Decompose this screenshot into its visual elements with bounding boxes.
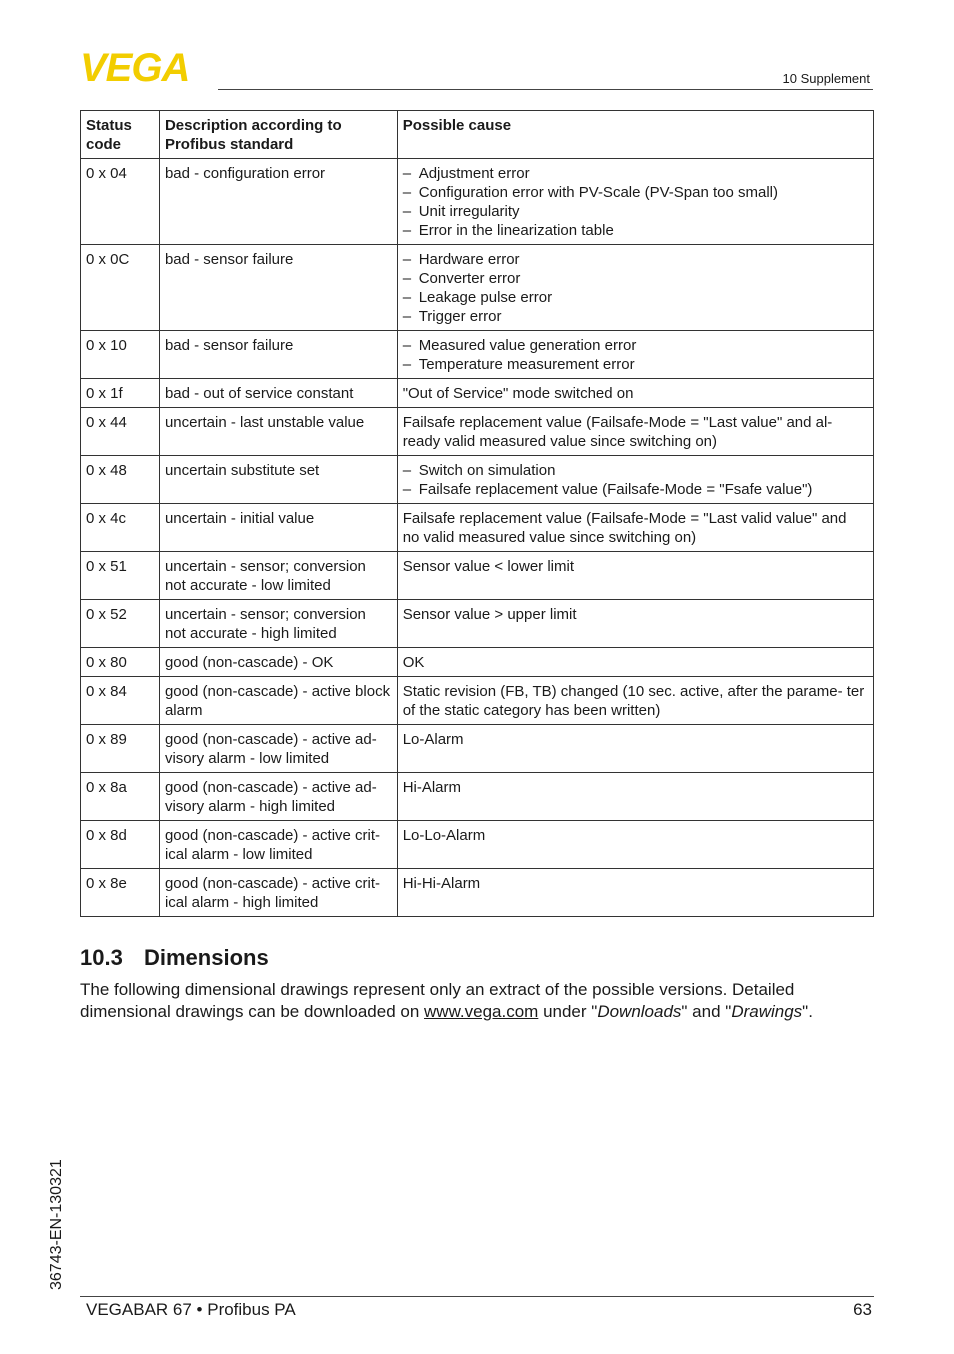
cause-text: OK <box>402 654 425 671</box>
cause-text: Failsafe replacement value (Failsafe-Mode = "Last value" and al- ready valid measured value since switching on) <box>402 414 833 450</box>
cause-item <box>403 461 867 480</box>
description-cell: good (non-cascade) - active block alarm <box>159 677 397 725</box>
table-row <box>81 331 874 379</box>
status-code-table <box>80 110 874 917</box>
dash-bullet: – <box>402 270 412 287</box>
status-code-cell: 0 x 84 <box>81 677 160 725</box>
footer-divider <box>80 1296 874 1297</box>
description-cell: uncertain - sensor; conversion not accurate - low limited <box>159 552 397 600</box>
possible-cause-cell <box>397 379 873 408</box>
cause-item <box>403 605 867 624</box>
cause-text: Switch on simulation <box>418 462 556 479</box>
cause-item <box>403 730 867 749</box>
description-cell: good (non-cascade) - active ad- visory alarm - low limited <box>159 725 397 773</box>
cause-item <box>403 183 867 202</box>
header-description: Description according to Profibus standard <box>159 111 397 159</box>
cause-item <box>403 384 867 403</box>
document-id: 36743-EN-130321 <box>48 1159 65 1290</box>
cause-text: Hardware error <box>418 251 520 268</box>
cause-item <box>403 778 867 797</box>
cause-text: Measured value generation error <box>418 337 637 354</box>
dash-bullet: – <box>402 165 412 182</box>
possible-cause-cell <box>397 331 873 379</box>
description-cell: bad - sensor failure <box>159 245 397 331</box>
cause-text: Static revision (FB, TB) changed (10 sec. active, after the parame- ter of the static category has been written) <box>402 683 865 719</box>
section-intro <box>80 979 874 1023</box>
footer-product: VEGABAR 67 • Profibus PA <box>86 1300 296 1319</box>
dash-bullet: – <box>402 203 412 220</box>
cause-item <box>403 221 867 240</box>
cause-text: Lo-Alarm <box>402 731 464 748</box>
description-cell: uncertain - initial value <box>159 504 397 552</box>
status-code-cell: 0 x 8e <box>81 869 160 917</box>
status-code-cell: 0 x 52 <box>81 600 160 648</box>
table-row <box>81 600 874 648</box>
cause-item <box>403 164 867 183</box>
cause-text: Failsafe replacement value (Failsafe-Mode = "Last valid value" and no valid measured value since switching on) <box>402 510 847 546</box>
cause-text: Hi-Alarm <box>402 779 462 796</box>
drawings-emphasis: Drawings <box>731 1002 803 1021</box>
intro-text-1: The following dimensional drawings represent only an extract of the possible versions. Detailed dimensional drawings can be downloaded on <box>80 980 795 1021</box>
possible-cause-cell <box>397 159 873 245</box>
cause-text: Sensor value < lower limit <box>402 558 575 575</box>
table-row <box>81 552 874 600</box>
header-possible-cause: Possible cause <box>397 111 873 159</box>
table-row <box>81 773 874 821</box>
table-row <box>81 821 874 869</box>
intro-text-2: under " <box>538 1002 598 1021</box>
vega-logo <box>80 50 212 84</box>
status-code-cell: 0 x 89 <box>81 725 160 773</box>
description-cell: good (non-cascade) - active ad- visory alarm - high limited <box>159 773 397 821</box>
status-code-cell: 0 x 04 <box>81 159 160 245</box>
dash-bullet: – <box>402 308 412 325</box>
description-cell: uncertain substitute set <box>159 456 397 504</box>
dash-bullet: – <box>402 222 412 239</box>
status-code-cell: 0 x 0C <box>81 245 160 331</box>
status-code-cell: 0 x 1f <box>81 379 160 408</box>
cause-item <box>403 202 867 221</box>
section-title: Dimensions <box>144 945 269 970</box>
intro-text-3: " and " <box>681 1002 732 1021</box>
possible-cause-cell <box>397 677 873 725</box>
dash-bullet: – <box>402 184 412 201</box>
cause-text: Configuration error with PV-Scale (PV-Span too small) <box>418 184 779 201</box>
possible-cause-cell <box>397 456 873 504</box>
description-cell: uncertain - sensor; conversion not accurate - high limited <box>159 600 397 648</box>
cause-item <box>403 307 867 326</box>
vega-website-link[interactable]: www.vega.com <box>424 1002 539 1021</box>
table-row <box>81 677 874 725</box>
table-row <box>81 408 874 456</box>
logo-text: VEGA <box>80 50 190 84</box>
cause-item <box>403 480 867 499</box>
section-label: 10 Supplement <box>782 71 870 86</box>
table-row <box>81 504 874 552</box>
cause-text: Hi-Hi-Alarm <box>402 875 481 892</box>
cause-text: Error in the linearization table <box>418 222 614 239</box>
cause-text: Trigger error <box>418 308 502 325</box>
table-row <box>81 456 874 504</box>
possible-cause-cell <box>397 600 873 648</box>
cause-text: Temperature measurement error <box>418 356 635 373</box>
possible-cause-cell <box>397 725 873 773</box>
possible-cause-cell <box>397 552 873 600</box>
cause-text: Unit irregularity <box>418 203 520 220</box>
status-code-cell: 0 x 10 <box>81 331 160 379</box>
possible-cause-cell <box>397 648 873 677</box>
description-cell: bad - configuration error <box>159 159 397 245</box>
section-number: 10.3 <box>80 945 123 970</box>
header-divider <box>218 89 873 90</box>
possible-cause-cell <box>397 821 873 869</box>
header-status-code: Status code <box>81 111 160 159</box>
possible-cause-cell <box>397 504 873 552</box>
description-cell: bad - sensor failure <box>159 331 397 379</box>
table-header-row <box>81 111 874 159</box>
status-code-cell: 0 x 4c <box>81 504 160 552</box>
cause-item <box>403 682 867 720</box>
cause-item <box>403 509 867 547</box>
table-row <box>81 725 874 773</box>
status-code-cell: 0 x 8a <box>81 773 160 821</box>
dash-bullet: – <box>402 356 412 373</box>
section-heading <box>80 945 269 971</box>
downloads-emphasis: Downloads <box>597 1002 682 1021</box>
status-code-cell: 0 x 48 <box>81 456 160 504</box>
dash-bullet: – <box>402 337 412 354</box>
cause-item <box>403 355 867 374</box>
cause-item <box>403 288 867 307</box>
cause-text: Converter error <box>418 270 521 287</box>
description-cell: bad - out of service constant <box>159 379 397 408</box>
table-row <box>81 159 874 245</box>
cause-item <box>403 269 867 288</box>
description-cell: good (non-cascade) - OK <box>159 648 397 677</box>
dash-bullet: – <box>402 481 412 498</box>
cause-text: Sensor value > upper limit <box>402 606 577 623</box>
cause-item <box>403 653 867 672</box>
cause-item <box>403 413 867 451</box>
cause-item <box>403 250 867 269</box>
cause-item <box>403 336 867 355</box>
table-row <box>81 648 874 677</box>
cause-item <box>403 826 867 845</box>
possible-cause-cell <box>397 408 873 456</box>
intro-text-4: ". <box>802 1002 813 1021</box>
table-row <box>81 379 874 408</box>
dash-bullet: – <box>402 251 412 268</box>
possible-cause-cell <box>397 869 873 917</box>
description-cell: uncertain - last unstable value <box>159 408 397 456</box>
description-cell: good (non-cascade) - active crit- ical alarm - low limited <box>159 821 397 869</box>
page-number: 63 <box>853 1300 872 1319</box>
cause-text: Adjustment error <box>418 165 530 182</box>
cause-text: "Out of Service" mode switched on <box>402 385 634 402</box>
table-body <box>81 159 874 917</box>
table-row <box>81 245 874 331</box>
possible-cause-cell <box>397 773 873 821</box>
status-code-cell: 0 x 80 <box>81 648 160 677</box>
status-code-cell: 0 x 44 <box>81 408 160 456</box>
cause-text: Lo-Lo-Alarm <box>402 827 486 844</box>
table-row <box>81 869 874 917</box>
cause-item <box>403 874 867 893</box>
cause-text: Failsafe replacement value (Failsafe-Mode = "Fsafe value") <box>418 481 813 498</box>
cause-text: Leakage pulse error <box>418 289 553 306</box>
status-code-cell: 0 x 51 <box>81 552 160 600</box>
possible-cause-cell <box>397 245 873 331</box>
dash-bullet: – <box>402 462 412 479</box>
cause-item <box>403 557 867 576</box>
dash-bullet: – <box>402 289 412 306</box>
description-cell: good (non-cascade) - active crit- ical alarm - high limited <box>159 869 397 917</box>
status-code-cell: 0 x 8d <box>81 821 160 869</box>
